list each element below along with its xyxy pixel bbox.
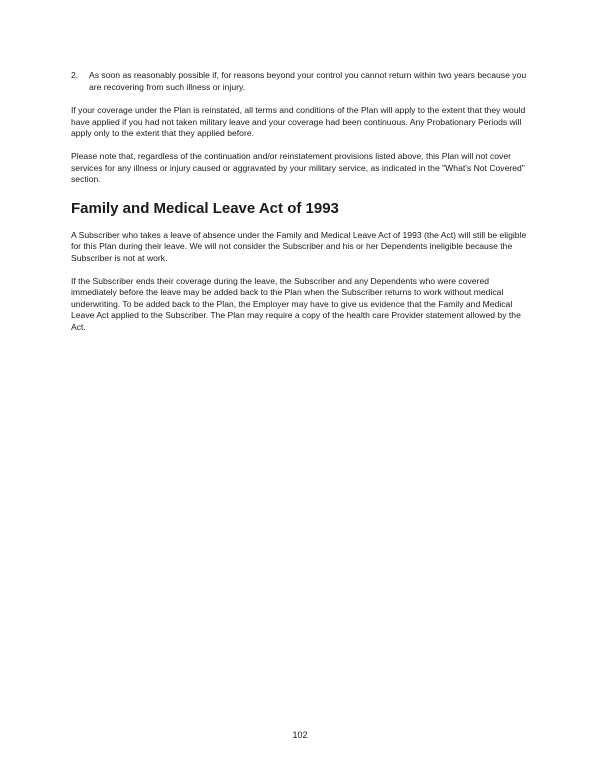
paragraph-fmla-eligibility: A Subscriber who takes a leave of absence under the Family and Medical Leave Act of 1993 (the Act) will still be eligible for this Plan during their leave. We will not consider the Subscriber and his or her Dependents ineligible because the Subscriber is not at work. <box>71 229 527 263</box>
list-item <box>71 70 533 93</box>
list-item-number: 2. <box>71 70 79 80</box>
page-content <box>71 70 533 345</box>
section-heading: Family and Medical Leave Act of 1993 <box>71 199 339 217</box>
paragraph-reinstatement: If your coverage under the Plan is reinstated, all terms and conditions of the Plan will apply to the extent that they would have applied if you had not taken military leave and your coverage had been continuous. Any Probationary Periods will apply only to the extent that they applied before. <box>71 105 526 138</box>
paragraph-military-service: Please note that, regardless of the continuation and/or reinstatement provisions listed above, this Plan will not cover services for any illness or injury caused or aggravated by your military service, as indicated in the "What's Not Covered" section. <box>71 151 525 184</box>
page-number: 102 <box>292 730 308 740</box>
list-item-text: As soon as reasonably possible if, for reasons beyond your control you cannot return within two years because you are recovering from such illness or injury. <box>89 70 527 92</box>
paragraph-fmla-coverage-end: If the Subscriber ends their coverage during the leave, the Subscriber and any Dependents who were covered immediately before the leave may be added back to the Plan when the Subscriber returns to work without medical underwriting. To be added back to the Plan, the Employer may have to give us evidence that the Family and Medical Leave Act applied to the Subscriber. The Plan may require a copy of the health care Provider statement allowed by the Act. <box>71 275 521 332</box>
